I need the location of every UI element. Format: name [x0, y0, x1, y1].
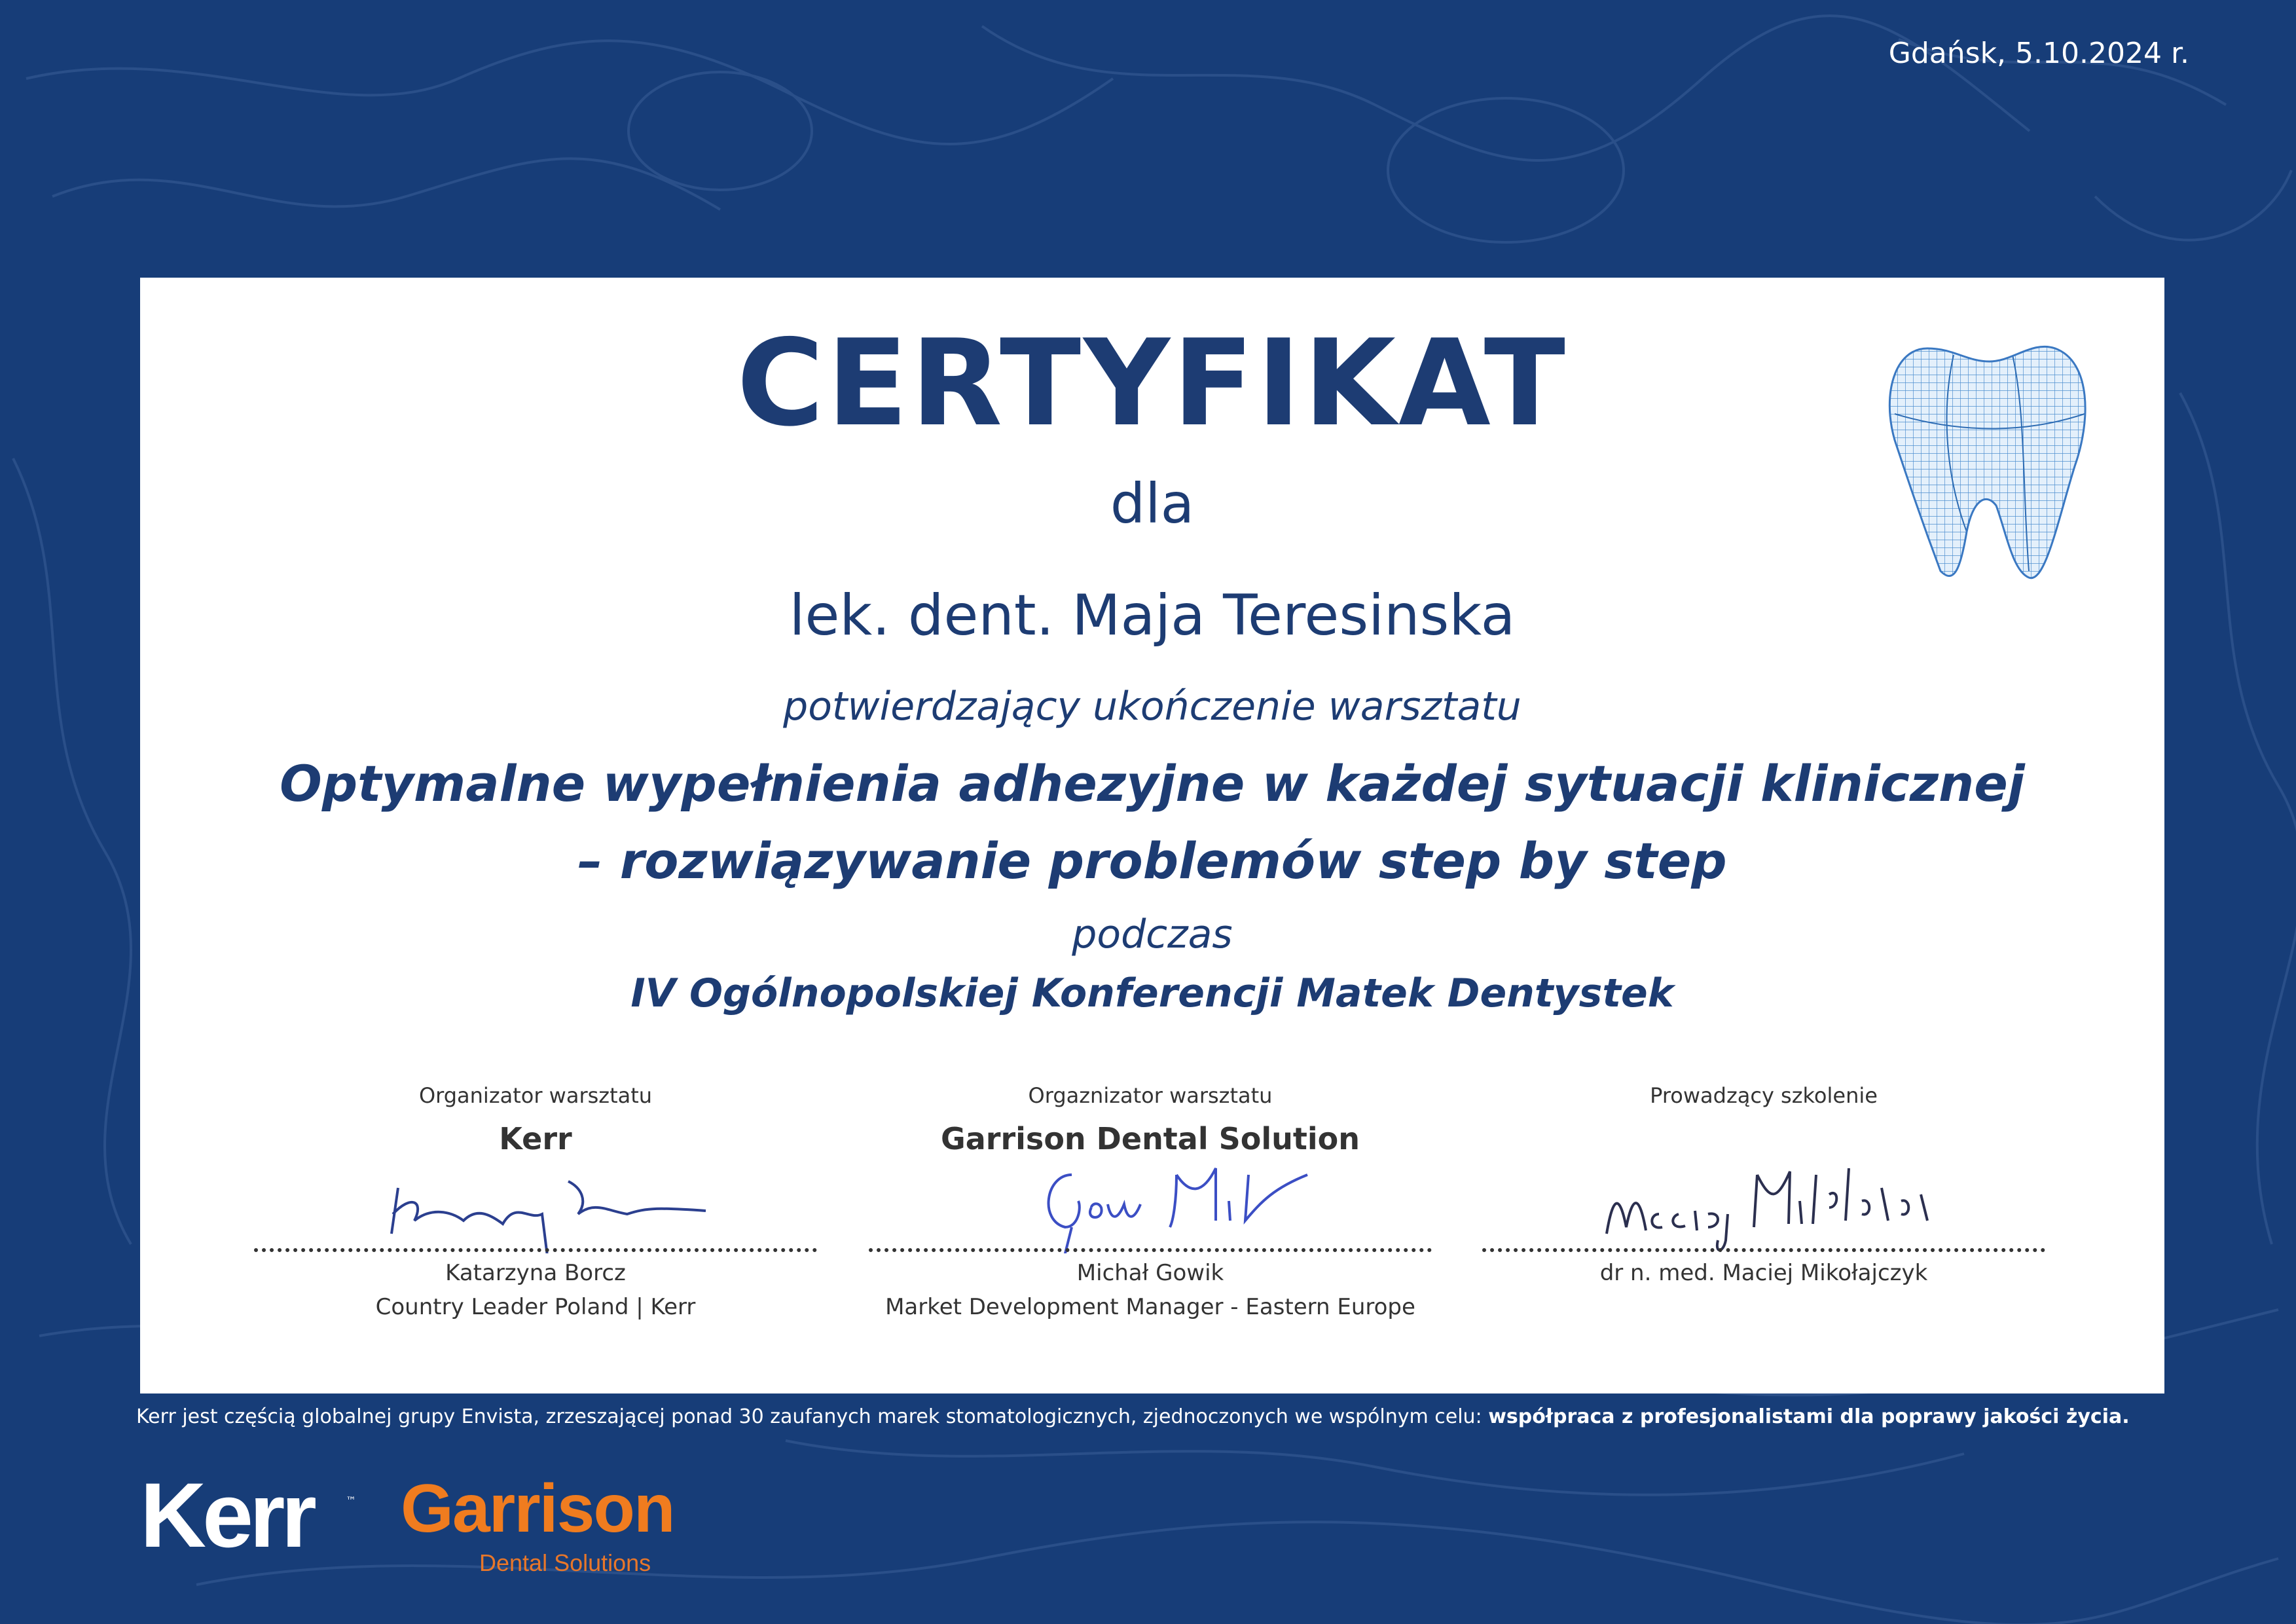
handwritten-signature [967, 1149, 1334, 1253]
footer-text-regular: Kerr jest częścią globalnej grupy Envista, zrzeszającej ponad 30 zaufanych marek stomatologicznych, zjednoczonych we wspólnym celu: [136, 1405, 1489, 1428]
handwritten-signature [1580, 1149, 1947, 1253]
handwritten-signature [352, 1149, 719, 1253]
signatory-organization: Garrison Dental Solution [941, 1121, 1360, 1156]
issue-date: Gdańsk, 5.10.2024 r. [1888, 37, 2189, 70]
certificate-title: CERTYFIKAT [737, 314, 1568, 452]
signature-line [1482, 1248, 2045, 1252]
workshop-title-line2: – rozwiązywanie problemów step by step [577, 832, 1727, 890]
for-word: dla [1110, 471, 1195, 536]
signature-line [254, 1248, 817, 1252]
signatory-role: Country Leader Poland | Kerr [375, 1294, 696, 1320]
workshop-title-line1: Optymalne wypełnienia adhezyjne w każdej sytuacji klinicznej [280, 754, 2025, 813]
recipient-name: lek. dent. Maja Teresinska [789, 583, 1516, 648]
kerr-logo-trademark: ™ [346, 1494, 356, 1507]
conference-name: IV Ogólnopolskiej Konferencji Matek Dentystek [630, 970, 1674, 1016]
garrison-logo-subtitle: Dental Solutions [479, 1549, 651, 1576]
signatory-name: Michał Gowik [1076, 1260, 1224, 1286]
tooth-wireframe-icon [1882, 335, 2098, 584]
signatory-label: Prowadzący szkolenie [1650, 1083, 1878, 1108]
footer-text-bold: współpraca z profesjonalistami dla poprawy jakości życia. [1488, 1405, 2130, 1428]
signatory-organization: Kerr [499, 1121, 572, 1156]
signatory-label: Organizator warsztatu [418, 1083, 653, 1108]
confirmation-text: potwierdzający ukończenie warsztatu [783, 684, 1522, 729]
garrison-logo: Garrison [401, 1471, 674, 1547]
signatory-name: Katarzyna Borcz [445, 1260, 626, 1286]
certificate-card [140, 278, 2164, 1393]
signatory-role: Market Development Manager - Eastern Europe [885, 1294, 1415, 1320]
signatory-name: dr n. med. Maciej Mikołajczyk [1599, 1260, 1928, 1286]
signature-line [869, 1248, 1432, 1252]
footer-text [136, 1405, 2130, 1428]
signatory-label: Orgaznizator warsztatu [1028, 1083, 1273, 1108]
kerr-logo: Kerr [140, 1464, 313, 1566]
during-word: podczas [1072, 912, 1233, 957]
